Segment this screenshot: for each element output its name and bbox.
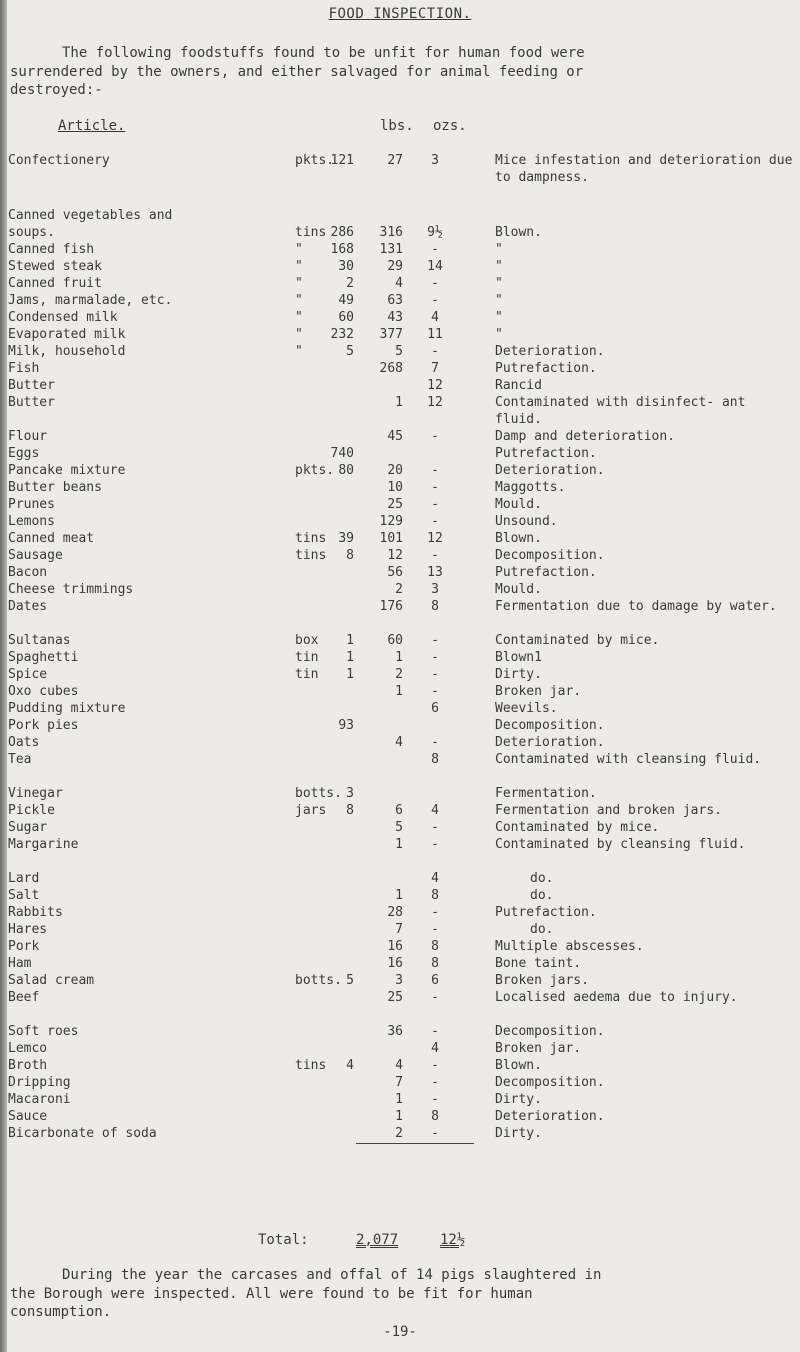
remark-cell: Weevils. [495,701,558,716]
quantity-cell: 1 [346,650,354,665]
lbs-cell: 1 [395,395,403,410]
remark-cell: Mice infestation and deterioration due to dampness. [495,153,793,185]
lbs-cell: 2 [395,1126,403,1141]
unit-cell: tins [295,225,327,240]
quantity-cell: 8 [346,548,354,563]
remark-cell: Rancid [495,378,542,393]
ozs-cell: 12 [427,395,443,410]
ozs-cell: - [431,276,439,291]
ozs-cell: 9½ [427,225,443,240]
table-row [0,1057,800,1074]
table-row [0,462,800,479]
lbs-cell: 316 [379,225,403,240]
remark-cell: Maggotts. [495,480,566,495]
remark-cell: Decomposition. [495,548,605,563]
quantity-cell: 93 [338,718,354,733]
ozs-cell: 4 [431,803,439,818]
unit-cell: pkts. [295,153,335,168]
quantity-cell: 8 [346,803,354,818]
table-row [0,343,800,360]
ozs-cell: 12 [427,531,443,546]
unit-cell: botts. [295,786,342,801]
remark-cell: " [495,242,503,257]
closing-paragraph [10,1266,770,1322]
article-cell: Vinegar [8,786,63,801]
remark-cell: Localised aedema due to injury. [495,990,738,1005]
unit-cell: " [295,293,303,308]
table-row [0,207,800,224]
table-row [0,972,800,989]
table-row [0,921,800,938]
article-cell: Fish [8,361,40,376]
article-cell: Tea [8,752,32,767]
ozs-cell: - [431,922,439,937]
article-cell: Stewed steak [8,259,102,274]
remark-cell: Decomposition. [495,1024,605,1039]
lbs-cell: 377 [379,327,403,342]
table-row [0,785,800,802]
unit-cell: " [295,259,303,274]
remark-cell: Deterioration. [495,463,605,478]
lbs-cell: 7 [395,1075,403,1090]
table-row [0,598,800,632]
closing-line: the Borough were inspected. All were found to be fit for human [10,1285,533,1302]
ozs-cell: 8 [431,939,439,954]
remark-cell: Putrefaction. [495,361,597,376]
remark-cell: " [495,293,503,308]
remark-cell: Fermentation. [495,786,597,801]
ozs-cell: - [431,429,439,444]
table-row [0,377,800,394]
lbs-cell: 1 [395,888,403,903]
article-cell: Butter [8,395,55,410]
table-row [0,292,800,309]
article-cell: Spaghetti [8,650,79,665]
remark-cell: Deterioration. [495,1109,605,1124]
lbs-cell: 4 [395,1058,403,1073]
table-row [0,530,800,547]
intro-line: surrendered by the owners, and either salvaged for animal feeding or [10,63,584,80]
ozs-cell: - [431,242,439,257]
table-row [0,1040,800,1057]
lbs-cell: 129 [379,514,403,529]
ozs-cell: - [431,1092,439,1107]
table-row [0,258,800,275]
quantity-cell: 49 [338,293,354,308]
ozs-cell: - [431,480,439,495]
ozs-cell: - [431,1075,439,1090]
remark-cell: Putrefaction. [495,905,597,920]
quantity-cell: 4 [346,1058,354,1073]
table-row [0,938,800,955]
table-row [0,394,800,428]
ozs-cell: - [431,344,439,359]
article-cell: Lemons [8,514,55,529]
table-row [0,904,800,921]
table-row [0,734,800,751]
remark-cell: Dirty. [495,1126,542,1141]
column-header-ozs: ozs. [433,118,467,134]
article-cell: Lemco [8,1041,48,1056]
table-row [0,989,800,1023]
remark-cell: Broken jars. [495,973,589,988]
article-cell: Salad cream [8,973,95,988]
lbs-cell: 28 [387,905,403,920]
lbs-cell: 1 [395,1109,403,1124]
inspection-table [0,152,800,1142]
quantity-cell: 2 [346,276,354,291]
lbs-cell: 16 [387,956,403,971]
article-cell: Soft roes [8,1024,79,1039]
remark-cell: Blown. [495,225,542,240]
lbs-cell: 4 [395,735,403,750]
remark-cell: Multiple abscesses. [495,939,644,954]
lbs-cell: 1 [395,650,403,665]
unit-cell: " [295,310,303,325]
article-cell: Pork [8,939,40,954]
remark-cell: Blown1 [495,650,542,665]
unit-cell: tins [295,548,327,563]
ozs-cell: - [431,1058,439,1073]
article-cell: Beef [8,990,40,1005]
unit-cell: " [295,327,303,342]
article-cell: Pickle [8,803,55,818]
article-cell: Pudding mixture [8,701,126,716]
lbs-cell: 5 [395,344,403,359]
remark-cell: Damp and deterioration. [495,429,676,444]
ozs-cell: 4 [431,310,439,325]
table-row [0,1108,800,1125]
table-row [0,513,800,530]
lbs-cell: 1 [395,837,403,852]
total-ozs: 12½ [440,1232,466,1248]
remark-cell: Dirty. [495,1092,542,1107]
unit-cell: " [295,276,303,291]
article-cell: Milk, household [8,344,126,359]
remark-cell: " [495,276,503,291]
unit-cell: tin [295,667,319,682]
article-cell: Butter [8,378,55,393]
intro-line: The following foodstuffs found to be unfit for human food were [62,45,585,61]
quantity-cell: 30 [338,259,354,274]
lbs-cell: 12 [387,548,403,563]
article-cell: Flour [8,429,48,444]
remark-cell: Contaminated by mice. [495,820,660,835]
remark-cell: Mould. [495,497,542,512]
remark-cell: do. [530,922,554,937]
article-cell: Canned fish [8,242,95,257]
article-cell: Hares [8,922,48,937]
article-cell: Margarine [8,837,79,852]
lbs-cell: 176 [379,599,403,614]
ozs-cell: - [431,633,439,648]
table-row [0,887,800,904]
table-row [0,955,800,972]
ozs-cell: 4 [431,1041,439,1056]
article-cell: Salt [8,888,40,903]
article-cell: Ham [8,956,32,971]
remark-cell: Dirty. [495,667,542,682]
ozs-cell: - [431,463,439,478]
table-row [0,496,800,513]
lbs-cell: 6 [395,803,403,818]
table-row [0,649,800,666]
page-title: FOOD INSPECTION. [328,6,472,22]
page-number: -19- [383,1324,417,1340]
remark-cell: Contaminated by mice. [495,633,660,648]
table-row [0,564,800,581]
ozs-cell: 14 [427,259,443,274]
remark-cell: Decomposition. [495,1075,605,1090]
ozs-cell: 3 [431,153,439,168]
column-header-lbs: lbs. [380,118,414,134]
article-cell: Cheese trimmings [8,582,134,597]
column-header-article: Article. [58,118,126,134]
quantity-cell: 121 [330,153,354,168]
ozs-cell: - [431,837,439,852]
ozs-cell: 8 [431,599,439,614]
quantity-cell: 232 [330,327,354,342]
remark-cell: Bone taint. [495,956,582,971]
total-label: Total: [258,1232,309,1248]
unit-cell: " [295,242,303,257]
table-row [0,1023,800,1040]
quantity-cell: 3 [346,786,354,801]
table-row [0,479,800,496]
ozs-cell: 4 [431,871,439,886]
ozs-cell: - [431,1024,439,1039]
article-cell: Canned meat [8,531,95,546]
unit-cell: pkts. [295,463,335,478]
lbs-cell: 36 [387,1024,403,1039]
lbs-cell: 45 [387,429,403,444]
lbs-cell: 25 [387,990,403,1005]
article-cell: Pancake mixture [8,463,126,478]
table-row [0,360,800,377]
remark-cell: do. [530,888,554,903]
table-row [0,632,800,649]
table-row [0,241,800,258]
article-cell: Canned fruit [8,276,102,291]
ozs-cell: 12 [427,378,443,393]
article-cell: Dates [8,599,48,614]
remark-cell: Contaminated with disinfect- ant fluid. [495,395,746,427]
remark-cell: Fermentation due to damage by water. [495,599,777,614]
quantity-cell: 168 [330,242,354,257]
remark-cell: Fermentation and broken jars. [495,803,722,818]
remark-cell: Decomposition. [495,718,605,733]
article-cell: Macaroni [8,1092,71,1107]
unit-cell: box [295,633,319,648]
lbs-cell: 3 [395,973,403,988]
unit-cell: tins [295,1058,327,1073]
ozs-cell: - [431,735,439,750]
quantity-cell: 39 [338,531,354,546]
remark-cell: Deterioration. [495,735,605,750]
ozs-cell: 7 [431,361,439,376]
ozs-cell: 3 [431,582,439,597]
table-row [0,309,800,326]
table-row [0,275,800,292]
article-cell: Sultanas [8,633,71,648]
table-row [0,836,800,870]
quantity-cell: 80 [338,463,354,478]
lbs-cell: 2 [395,582,403,597]
table-row [0,445,800,462]
lbs-cell: 43 [387,310,403,325]
table-row [0,1074,800,1091]
table-row [0,581,800,598]
remark-cell: Blown. [495,531,542,546]
ozs-cell: 6 [431,973,439,988]
article-cell: Oxo cubes [8,684,79,699]
quantity-cell: 1 [346,633,354,648]
quantity-cell: 740 [330,446,354,461]
table-row [0,700,800,717]
ozs-cell: - [431,990,439,1005]
ozs-cell: - [431,293,439,308]
article-cell: Canned vegetables and [8,208,173,223]
lbs-cell: 101 [379,531,403,546]
table-row [0,717,800,734]
lbs-cell: 268 [379,361,403,376]
article-cell: Sauce [8,1109,48,1124]
table-row [0,326,800,343]
article-cell: Pork pies [8,718,79,733]
lbs-cell: 4 [395,276,403,291]
article-cell: Lard [8,871,40,886]
ozs-cell: 8 [431,1109,439,1124]
total-lbs: 2,077 [356,1232,399,1248]
lbs-cell: 131 [379,242,403,257]
article-cell: Evaporated milk [8,327,126,342]
ozs-cell: - [431,905,439,920]
article-cell: Bicarbonate of soda [8,1126,157,1141]
remark-cell: " [495,259,503,274]
article-cell: Broth [8,1058,48,1073]
article-cell: Jams, marmalade, etc. [8,293,173,308]
ozs-cell: - [431,514,439,529]
table-row [0,666,800,683]
article-cell: Rabbits [8,905,63,920]
remark-cell: Blown. [495,1058,542,1073]
unit-cell: tin [295,650,319,665]
article-cell: Condensed milk [8,310,118,325]
remark-cell: Putrefaction. [495,446,597,461]
ozs-cell: - [431,1126,439,1141]
ozs-cell: - [431,548,439,563]
unit-cell: tins [295,531,327,546]
ozs-cell: 8 [431,956,439,971]
ozs-cell: - [431,684,439,699]
lbs-cell: 1 [395,684,403,699]
lbs-cell: 10 [387,480,403,495]
closing-line: During the year the carcases and offal of 14 pigs slaughtered in [62,1267,602,1283]
table-row [0,152,800,203]
lbs-cell: 20 [387,463,403,478]
ozs-cell: 13 [427,565,443,580]
article-cell: Bacon [8,565,48,580]
remark-cell: Contaminated with cleansing fluid. [495,752,762,767]
ozs-cell: - [431,820,439,835]
ozs-cell: - [431,667,439,682]
article-cell: Confectionery [8,153,110,168]
article-cell: Dripping [8,1075,71,1090]
table-row [0,428,800,445]
remark-cell: Contaminated by cleansing fluid. [495,837,746,852]
ozs-cell: 8 [431,888,439,903]
intro-paragraph [10,44,770,100]
ozs-cell: - [431,497,439,512]
lbs-cell: 63 [387,293,403,308]
article-cell: soups. [8,225,55,240]
article-cell: Eggs [8,446,40,461]
table-row [0,683,800,700]
quantity-cell: 1 [346,667,354,682]
table-row [0,751,800,785]
ozs-cell: 8 [431,752,439,767]
article-cell: Spice [8,667,48,682]
table-row [0,1125,800,1142]
remark-cell: do. [530,871,554,886]
intro-line: destroyed:- [10,82,103,98]
ozs-cell: - [431,650,439,665]
lbs-cell: 5 [395,820,403,835]
remark-cell: " [495,310,503,325]
remark-cell: " [495,327,503,342]
table-row [0,547,800,564]
lbs-cell: 16 [387,939,403,954]
article-cell: Prunes [8,497,55,512]
remark-cell: Deterioration. [495,344,605,359]
quantity-cell: 60 [338,310,354,325]
lbs-cell: 29 [387,259,403,274]
remark-cell: Mould. [495,582,542,597]
unit-cell: jars [295,803,327,818]
total-rule [356,1143,474,1144]
remark-cell: Broken jar. [495,684,582,699]
table-row [0,802,800,819]
table-row [0,870,800,887]
lbs-cell: 27 [387,153,403,168]
ozs-cell: 11 [427,327,443,342]
lbs-cell: 7 [395,922,403,937]
lbs-cell: 56 [387,565,403,580]
article-cell: Oats [8,735,40,750]
closing-line: consumption. [10,1304,112,1320]
remark-cell: Unsound. [495,514,558,529]
unit-cell: botts. [295,973,342,988]
table-row [0,224,800,241]
quantity-cell: 286 [330,225,354,240]
ozs-cell: 6 [431,701,439,716]
article-cell: Sugar [8,820,48,835]
lbs-cell: 60 [387,633,403,648]
remark-cell: Broken jar. [495,1041,582,1056]
lbs-cell: 25 [387,497,403,512]
quantity-cell: 5 [346,344,354,359]
table-row [0,819,800,836]
unit-cell: " [295,344,303,359]
remark-cell: Putrefaction. [495,565,597,580]
table-row [0,1091,800,1108]
lbs-cell: 2 [395,667,403,682]
article-cell: Sausage [8,548,63,563]
lbs-cell: 1 [395,1092,403,1107]
quantity-cell: 5 [346,973,354,988]
article-cell: Butter beans [8,480,102,495]
